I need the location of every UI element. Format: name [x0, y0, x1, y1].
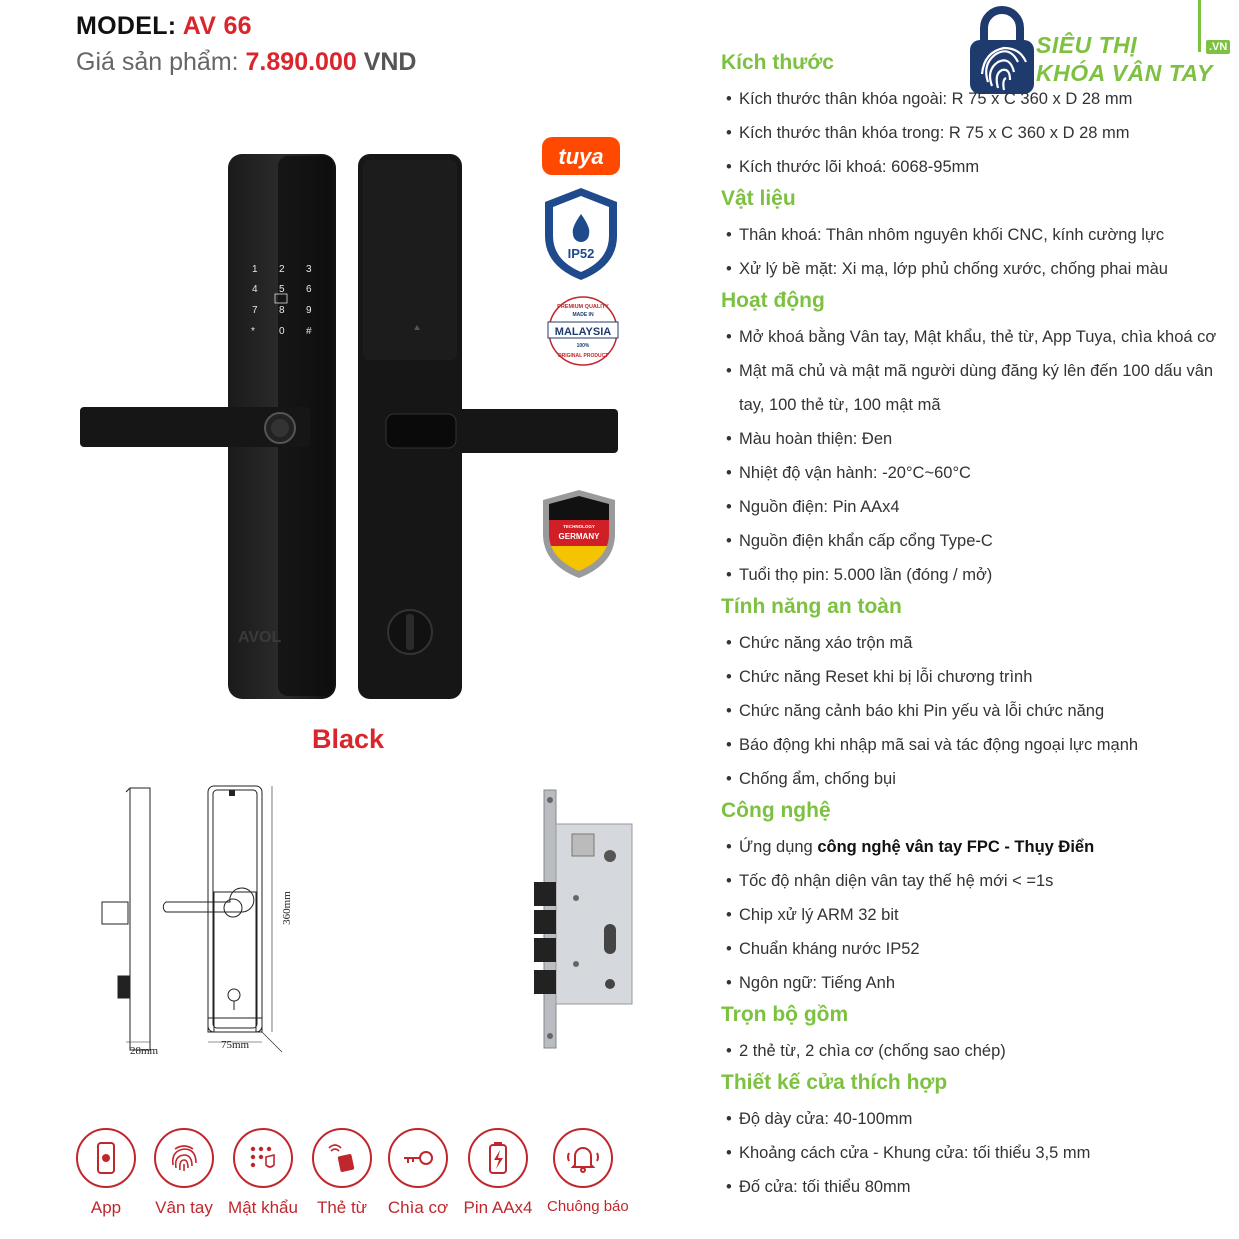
- spec-section-title: Trọn bộ gồm: [721, 1003, 849, 1026]
- brand-mark: AVOL: [238, 629, 282, 646]
- price-currency: VND: [363, 48, 417, 76]
- spec-section-title: Hoạt động: [721, 289, 825, 312]
- svg-text:8: 8: [279, 305, 285, 316]
- ip52-shield-badge: [541, 186, 621, 282]
- feature-bell: [547, 1128, 629, 1215]
- spec-item: • Màu hoàn thiện: Đen: [721, 422, 1221, 456]
- germany-main: GERMANY: [558, 532, 600, 541]
- malaysia-badge: [546, 294, 620, 368]
- svg-text:1: 1: [252, 264, 258, 275]
- spec-item: • Chức năng xáo trộn mã: [721, 626, 1221, 660]
- price-line: [76, 48, 417, 77]
- height-label: 360mm: [281, 891, 293, 925]
- spec-item: • Chuẩn kháng nước IP52: [721, 932, 1221, 966]
- feature-label: Chuông báo: [547, 1198, 629, 1215]
- spec-item: • Chức năng cảnh báo khi Pin yếu và lỗi chức năng: [721, 694, 1221, 728]
- feature-label: Thẻ từ: [316, 1198, 368, 1217]
- tuya-text: tuya: [558, 144, 604, 169]
- svg-text:6: 6: [306, 284, 312, 295]
- ip-text: IP52: [567, 246, 595, 261]
- feature-fingerprint: [148, 1128, 220, 1218]
- germany-shield-badge: [541, 488, 617, 580]
- spec-item: • Nhiệt độ vận hành: -20°C~60°C: [721, 456, 1221, 490]
- spec-item: • Kích thước lõi khoá: 6068-95mm: [721, 150, 1221, 184]
- model-heading: [76, 12, 252, 41]
- spec-item: • Kích thước thân khóa trong: R 75 x C 360 x D 28 mm: [721, 116, 1221, 150]
- mortise-image: [520, 786, 640, 1051]
- feature-label: Vân tay: [155, 1198, 213, 1217]
- feature-card: [306, 1128, 378, 1218]
- color-label: Black: [312, 724, 385, 754]
- spec-item: • Mở khoá bằng Vân tay, Mật khẩu, thẻ từ, App Tuya, chìa khoá cơ: [721, 320, 1221, 354]
- spec-item: • Nguồn điện: Pin AAx4: [721, 490, 1221, 524]
- spec-section-title: Vật liệu: [721, 187, 796, 210]
- feature-label: App: [90, 1198, 122, 1217]
- phone-app-icon: [76, 1128, 136, 1188]
- spec-item: • Mật mã chủ và mật mã người dùng đăng ký lên đến 100 dấu vân tay, 100 thẻ từ, 100 mật mã: [721, 354, 1221, 422]
- spec-item: • Thân khoá: Thân nhôm nguyên khối CNC, kính cường lực: [721, 218, 1221, 252]
- price-label: Giá sản phẩm:: [76, 48, 246, 76]
- spec-item: • Chip xử lý ARM 32 bit: [721, 898, 1221, 932]
- spec-item: • Báo động khi nhập mã sai và tác động ngoại lực mạnh: [721, 728, 1221, 762]
- malaysia-top: PREMIUM QUALITY: [557, 304, 609, 310]
- spec-item: • 2 thẻ từ, 2 chìa cơ (chống sao chép): [721, 1034, 1221, 1068]
- spec-item: • Kích thước thân khóa ngoài: R 75 x C 360 x D 28 mm: [721, 82, 1221, 116]
- spec-item: • Tuổi thọ pin: 5.000 lần (đóng / mở): [721, 558, 1221, 592]
- depth-label: 28mm: [130, 1045, 159, 1057]
- spec-item: • Xử lý bề mặt: Xi mạ, lớp phủ chống xước, chống phai màu: [721, 252, 1221, 286]
- svg-text:3: 3: [306, 264, 312, 275]
- spec-item: • Khoảng cách cửa - Khung cửa: tối thiểu 3,5 mm: [721, 1136, 1221, 1170]
- keypad-icon: [233, 1128, 293, 1188]
- spec-item: • Nguồn điện khẩn cấp cổng Type-C: [721, 524, 1221, 558]
- model-label: MODEL:: [76, 12, 183, 40]
- spec-section-title: Kích thước: [721, 51, 834, 74]
- card-icon: [312, 1128, 372, 1188]
- svg-text:7: 7: [252, 305, 258, 316]
- battery-icon: [468, 1128, 528, 1188]
- fingerprint-icon: [154, 1128, 214, 1188]
- model-value: AV 66: [182, 12, 252, 40]
- spec-item: • Ứng dụng công nghệ vân tay FPC - Thụy Điển: [721, 830, 1221, 864]
- feature-label: Mật khẩu: [228, 1198, 298, 1217]
- feature-battery: [462, 1128, 534, 1218]
- feature-label: Pin AAx4: [463, 1198, 533, 1217]
- spec-list: [721, 48, 1221, 1204]
- logo-line1: SIÊU THỊ: [1036, 32, 1138, 58]
- price-value: 7.890.000: [245, 48, 357, 76]
- spec-section-title: Công nghệ: [721, 799, 831, 822]
- spec-item: • Đố cửa: tối thiểu 80mm: [721, 1170, 1221, 1204]
- spec-section-title: Tính năng an toàn: [721, 595, 902, 618]
- spec-item: • Chống ẩm, chống bụi: [721, 762, 1221, 796]
- technical-drawing: [96, 780, 306, 1065]
- bell-icon: [553, 1128, 613, 1188]
- spec-item: • Độ dày cửa: 40-100mm: [721, 1102, 1221, 1136]
- spec-item: • Chức năng Reset khi bị lỗi chương trình: [721, 660, 1221, 694]
- malaysia-pct: 100%: [576, 343, 590, 349]
- malaysia-main: MALAYSIA: [554, 326, 612, 338]
- logo-line2: KHÓA VÂN TAY: [1036, 60, 1213, 86]
- feature-label: Chìa cơ: [387, 1198, 449, 1217]
- svg-text:0: 0: [279, 326, 285, 337]
- spec-item: • Ngôn ngữ: Tiếng Anh: [721, 966, 1221, 1000]
- svg-text:#: #: [306, 326, 312, 337]
- feature-phone-app: [70, 1128, 142, 1218]
- feature-keypad: [227, 1128, 299, 1218]
- malaysia-made: MADE IN: [572, 312, 594, 318]
- svg-text:*: *: [251, 326, 255, 337]
- spec-item: • Tốc độ nhận diện vân tay thế hệ mới < =1s: [721, 864, 1221, 898]
- feature-key: [382, 1128, 454, 1218]
- logo-accent-bar: [1198, 0, 1201, 52]
- svg-text:2: 2: [279, 264, 285, 275]
- width-label: 75mm: [220, 1039, 250, 1051]
- logo-domain: .VN: [1206, 40, 1230, 54]
- germany-top: TECHNOLOGY: [563, 524, 595, 529]
- tuya-badge: [541, 136, 621, 176]
- svg-text:4: 4: [252, 284, 258, 295]
- key-icon: [388, 1128, 448, 1188]
- malaysia-bottom: ORIGINAL PRODUCT: [557, 353, 609, 359]
- spec-section-title: Thiết kế cửa thích hợp: [721, 1071, 948, 1094]
- svg-text:5: 5: [279, 284, 285, 295]
- svg-text:9: 9: [306, 305, 312, 316]
